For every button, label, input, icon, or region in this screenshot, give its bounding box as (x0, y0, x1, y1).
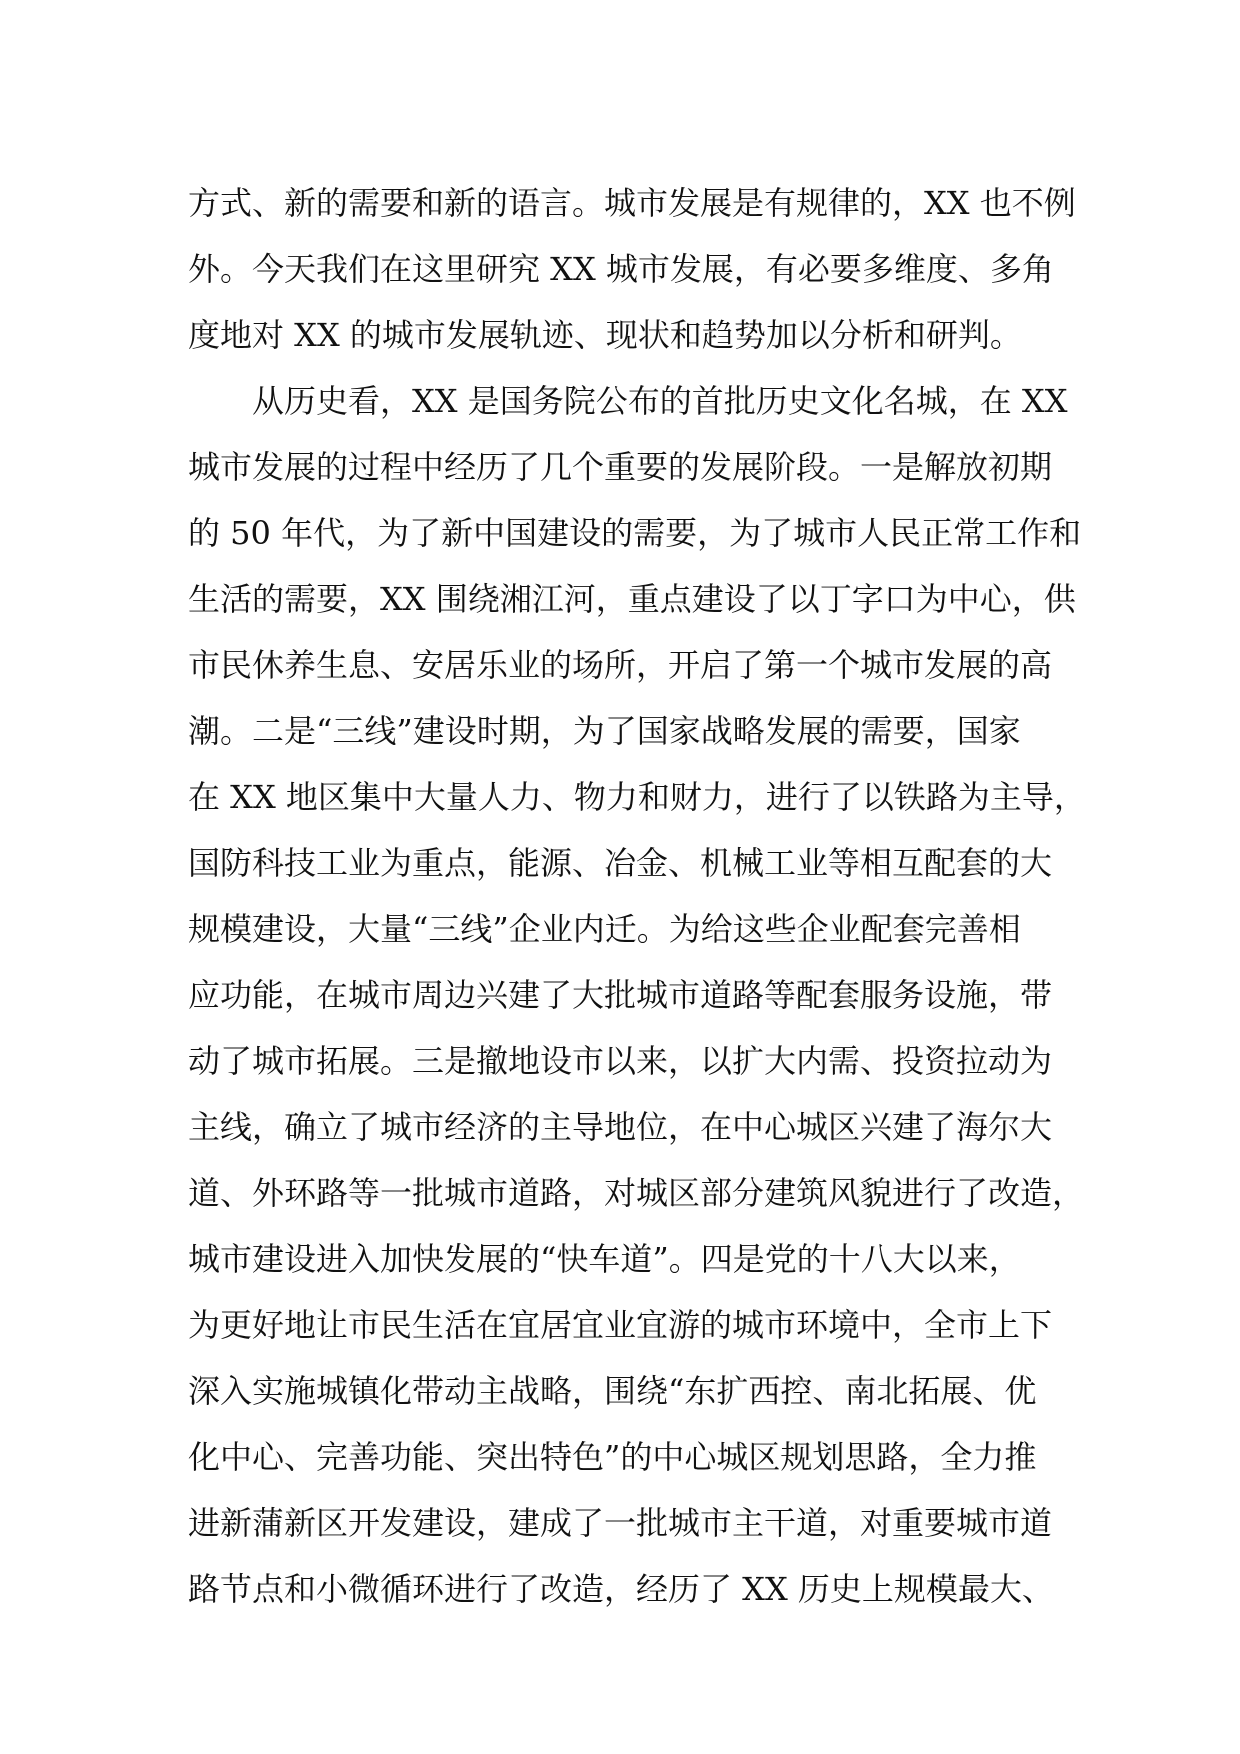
text-line: 路节点和小微循环进行了改造，经历了 XX 历史上规模最大、 (188, 1570, 1054, 1608)
text-line: 为更好地让市民生活在宜居宜业宜游的城市环境中，全市上下 (188, 1306, 1053, 1344)
text-line: 深入实施城镇化带动主战略，围绕“东扩西控、南北拓展、优 (188, 1372, 1037, 1410)
text-line: 城市建设进入加快发展的“快车道”。四是党的十八大以来， (188, 1240, 1021, 1278)
text-line: 进新蒲新区开发建设，建成了一批城市主干道，对重要城市道 (188, 1504, 1053, 1542)
text-line: 度地对 XX 的城市发展轨迹、现状和趋势加以分析和研判。 (188, 316, 1022, 354)
paragraph-first-line: 从历史看，XX 是国务院公布的首批历史文化名城，在 XX (252, 382, 1068, 420)
text-line: 潮。二是“三线”建设时期，为了国家战略发展的需要，国家 (188, 712, 1021, 750)
text-line: 市民休养生息、安居乐业的场所，开启了第一个城市发展的高 (188, 646, 1053, 684)
text-line: 国防科技工业为重点，能源、冶金、机械工业等相互配套的大 (188, 844, 1053, 882)
text-line: 城市发展的过程中经历了几个重要的发展阶段。一是解放初期 (188, 448, 1053, 486)
text-line: 主线，确立了城市经济的主导地位，在中心城区兴建了海尔大 (188, 1108, 1053, 1146)
text-line: 道、外环路等一批城市道路，对城区部分建筑风貌进行了改造， (188, 1174, 1085, 1212)
text-line: 规模建设，大量“三线”企业内迁。为给这些企业配套完善相 (188, 910, 1021, 948)
text-line: 化中心、完善功能、突出特色”的中心城区规划思路，全力推 (188, 1438, 1037, 1476)
text-line: 动了城市拓展。三是撤地设市以来，以扩大内需、投资拉动为 (188, 1042, 1053, 1080)
text-line: 在 XX 地区集中大量人力、物力和财力，进行了以铁路为主导， (188, 778, 1086, 816)
text-line: 方式、新的需要和新的语言。城市发展是有规律的，XX 也不例 (188, 184, 1076, 222)
text-line: 应功能，在城市周边兴建了大批城市道路等配套服务设施，带 (188, 976, 1053, 1014)
text-line: 生活的需要，XX 围绕湘江河，重点建设了以丁字口为中心，供 (188, 580, 1076, 618)
text-line: 的 50 年代，为了新中国建设的需要，为了城市人民正常工作和 (188, 514, 1082, 552)
text-line: 外。今天我们在这里研究 XX 城市发展，有必要多维度、多角 (188, 250, 1054, 288)
